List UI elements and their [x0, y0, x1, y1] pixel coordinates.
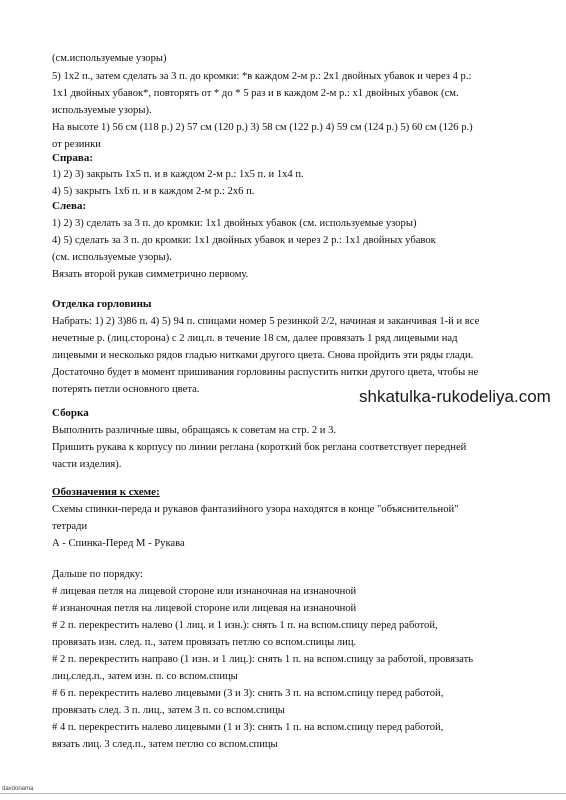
text-line: # 6 п. перекрестить налево лицевыми (3 и 3): снять 3 п. на вспом.спицу перед работой, — [52, 688, 444, 699]
text-line: # лицевая петля на лицевой стороне или изнаночная на изнаночной — [52, 586, 357, 597]
text-line: нечетные р. (лиц.сторона) с 2 лиц.п. в течение 18 см, далее провязать 1 ряд лицевыми над — [52, 333, 458, 344]
text-line: (см.используемые узоры) — [52, 53, 167, 64]
text-line: Пришить рукава к корпусу по линии реглана (короткий бок реглана соответствует передней — [52, 442, 467, 453]
text-line: (см. используемые узоры). — [52, 252, 172, 263]
section-heading-legend: Обозначения к схеме: — [52, 486, 160, 498]
text-line: # изнаночная петля на лицевой стороне или лицевая на изнаночной — [52, 603, 357, 614]
text-line: потерять петли основного цвета. — [52, 384, 200, 395]
text-line: Выполнить различные швы, обращаясь к советам на стр. 2 и 3. — [52, 425, 337, 436]
footer-label: davdonama — [2, 786, 34, 792]
text-line: Набрать: 1) 2) 3)86 п. 4) 5) 94 п. спицами номер 5 резинкой 2/2, начиная и заканчивая 1-й и все — [52, 316, 480, 327]
text-line: от резинки — [52, 139, 101, 150]
text-line: # 4 п. перекрестить налево лицевыми (1 и 3): снять 1 п. на вспом.спицу перед работой, — [52, 722, 444, 733]
section-heading-right: Справа: — [52, 152, 94, 164]
text-line: Вязать второй рукав симметрично первому. — [52, 269, 249, 280]
text-line: # 2 п. перекрестить направо (1 изн. и 1 лиц.): снять 1 п. на вспом.спицу за работой, провязать — [52, 654, 474, 665]
text-line: провязать след. 3 п. лиц., затем 3 п. со вспом.спицы — [52, 705, 285, 716]
text-line: 5) 1х2 п., затем сделать за 3 п. до кромки: *в каждом 2-м р.: 2х1 двойных убавок и через 4 р.: — [52, 71, 472, 82]
section-heading-neckline: Отделка горловины — [52, 298, 152, 310]
section-heading-left: Слева: — [52, 200, 87, 212]
text-line: 1) 2) 3) сделать за 3 п. до кромки: 1х1 двойных убавок (см. используемые узоры) — [52, 218, 417, 229]
text-line: # 2 п. перекрестить налево (1 лиц. и 1 изн.): снять 1 п. на вспом.спицу перед работой, — [52, 620, 438, 631]
text-line: 4) 5) сделать за 3 п. до кромки: 1х1 двойных убавок и через 2 р.: 1х1 двойных убавок — [52, 235, 436, 246]
text-line: А - Спинка-Перед М - Рукава — [52, 538, 185, 549]
text-line: На высоте 1) 56 см (118 р.) 2) 57 см (120 р.) 3) 58 см (122 р.) 4) 59 см (124 р.) 5) 60 см (126 р.) — [52, 122, 473, 133]
text-line: тетради — [52, 521, 88, 532]
text-line: Дальше по порядку: — [52, 569, 143, 580]
section-heading-assembly: Сборка — [52, 407, 89, 419]
text-line: Схемы спинки-переда и рукавов фантазийного узора находятся в конце "объяснительной" — [52, 504, 459, 515]
text-line: лицевыми и несколько рядов гладью нитками другого цвета. Снова пройдить эти ряды глади. — [52, 350, 474, 361]
text-line: 1) 2) 3) закрыть 1х5 п. и в каждом 2-м р.: 1х5 п. и 1х4 п. — [52, 169, 304, 180]
text-line: провязать изн. след. п., затем провязать петлю со вспом.спицы лиц. — [52, 637, 357, 648]
text-line: 4) 5) закрыть 1х6 п. и в каждом 2-м р.: 2х6 п. — [52, 186, 255, 197]
text-line: вязать лиц. 3 след.п., затем петлю со вспом.спицы — [52, 739, 278, 750]
text-line: лиц.след.п., затем изн. п. со вспом.спицы — [52, 671, 238, 682]
text-line: используемые узоры). — [52, 105, 152, 116]
text-line: Достаточно будет в момент пришивания горловины распустить нитки другого цвета, чтобы не — [52, 367, 479, 378]
text-line: 1х1 двойных убавок*, повторять от * до * 5 раз и в каждом 2-м р.: х1 двойных убавок (см. — [52, 88, 459, 99]
footer-divider — [0, 793, 566, 794]
text-line: части изделия). — [52, 459, 122, 470]
site-watermark: shkatulka-rukodeliya.com — [359, 387, 551, 406]
